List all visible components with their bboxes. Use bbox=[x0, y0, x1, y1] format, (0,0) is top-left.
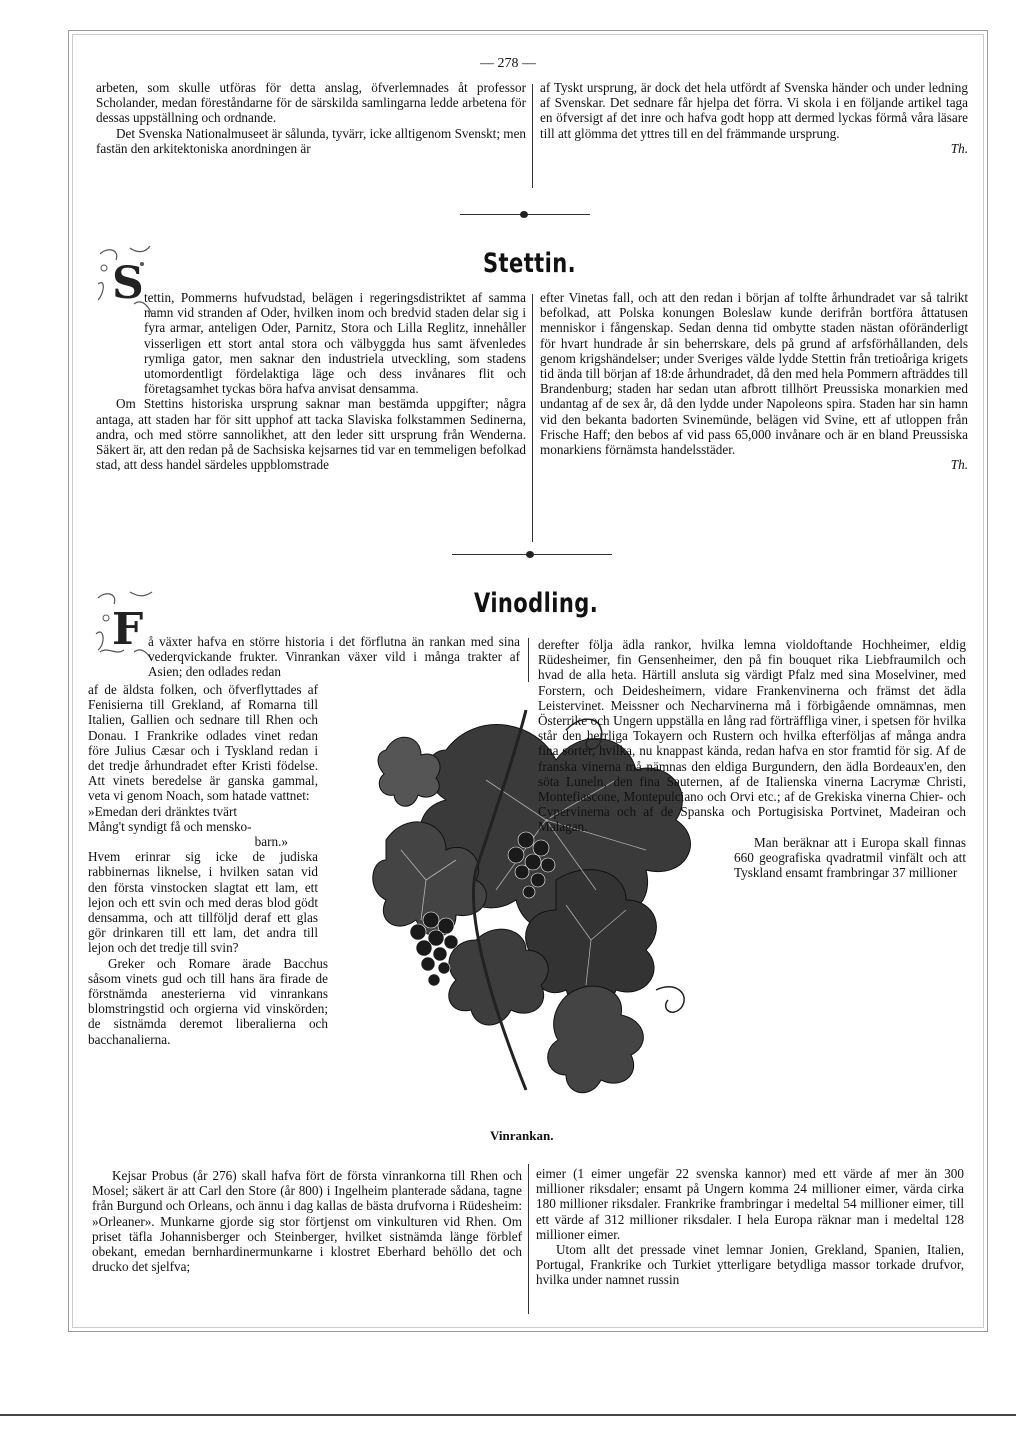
stettin-right-column bbox=[540, 290, 968, 472]
top-signature: Th. bbox=[950, 140, 968, 156]
vinodling-bottom-right-paragraph-1: eimer (1 eimer ungefär 22 svenska kannor) med ett värde af mer än 300 millioner riksdaler; ensamt på Ungern komma 24 millioner eimer, värda cirka 180 millioner riksdaler. Frankrike frambringar i medeltal 54 millioner eimer, till ett värde af 312 millioner riksdaler. I hela Europa räknar man i medeltal 128 millioner eimer. bbox=[536, 1166, 964, 1242]
column-rule bbox=[532, 294, 533, 542]
vinodling-left-paragraph-3: Greker och Romare ärade Bacchus såsom vinets gud och till hans ära firade de förstnämda anesterierna vid vinrankans blomstringstid och orgierna vid vinskörden; de sistnämda deremot liberalierna och bacchanalierna. bbox=[88, 955, 328, 1047]
vinodling-intro bbox=[96, 634, 520, 680]
section-divider bbox=[452, 550, 612, 560]
section-divider bbox=[460, 210, 590, 220]
vinodling-right-paragraph-1: derefter följa ädla rankor, hvilka lemna violdoftande Hochheimer, eldig Rüdesheimer, fin Gensenheimer, den på fin bouquet rika Liebfraumilch och hvad de alla heta. Härtill ansluta sig värdigt Pfalz med sina Moselviner, med Forstern, och Deidesheimern, vidare Frankenvinerna och främst det ädla Leistervinet. Meissner och Necharvinerna må i förbigående omnämnas, men Österrike och Ungern uppställa en lång rad förträffliga viner, i spetsen för hvilka står den herrliga Tokayern och Rustern och hvilka efterföljas af många andra fina sorter, hvilka, nu knappast kända, redan hafva en stor framtid för sig. Af de franska vinerna må nämnas den eldiga Burgundern, den ädla Bordeaux'en, den söta Luneln, den fina Sauternen, af de Italienska vinerna Lacrymæ Christi, Montefiascone, Montepulciano och Orvi etc.; af de Grekiska vinerna Chier- och Cypervinerna och af de Spanska och Portugisiska Portvinet, Madeiran och Malagan. bbox=[538, 637, 966, 835]
bottom-rule bbox=[0, 1414, 1016, 1416]
stettin-title: Stettin. bbox=[483, 248, 576, 279]
vinodling-left-paragraph-1: af de äldsta folken, och öfverflyttades af Fenisierna till Grekland, af Romarna till Italien, Gallien och sednare till Rhen och Donau. I Frankrike odlades vinet redan före Julius Cæsar och i Tyskland redan i det tredje århundradet efter Kristi födelse. Att vinets beredelse är ganska gammal, veta vi genom Noach, som hatade vattnet: bbox=[88, 682, 318, 804]
stettin-signature: Th. bbox=[950, 457, 968, 473]
vinodling-right-column bbox=[538, 637, 966, 881]
column-rule bbox=[528, 638, 529, 682]
vinodling-bottom-left bbox=[92, 1168, 522, 1274]
figure-caption: Vinrankan. bbox=[490, 1128, 554, 1143]
vinodling-bottom-right-paragraph-2: Utom allt det pressade vinet lemnar Jonien, Grekland, Spanien, Italien, Portugal, Frankrike och Turkiet ytterligare betydliga massor torkade drufvor, hvilka under namnet russin bbox=[536, 1242, 964, 1288]
page-number: — 278 — bbox=[480, 56, 536, 71]
top-right-column bbox=[540, 80, 968, 156]
quote-line-2: Mång't syndigt få och mensko- bbox=[88, 818, 252, 834]
vinodling-bottom-right bbox=[536, 1166, 964, 1288]
stettin-paragraph-3: efter Vinetas fall, och att den redan i början af tolfte århundradet var så talrikt befolkad, att Polska konungen Boleslaw kunde derifrån bortföra åttatusen menniskor i fångenskap. Sedan denna tid ombytte staden nästan oföränderligt för hvart hundrade år sin beherrskare, dels på grund af arfsförhållanden, dels genom krigshändelser; under Sveriges välde lydde Stettin från tretioåriga krigets tid ända till början af 18:de århundradet, då den med hela Pommern afträddes till Brandenburg; staden har sedan utan afbrott tillhört Preussiska monarkien med undantag af de sex år, då den lydde under Napoleons spira. Staden har sin hamn vid den bekanta badorten Svinemünde, belägen vid Svine, ett af utloppen från Frische Haff; den bebos af vid pass 65,000 invånare och är en bland Preussiska monarkiens förnämsta handelsstäder. bbox=[540, 290, 968, 458]
vinodling-right-paragraph-2: Man beräknar att i Europa skall finnas 660 geografiska qvadratmil vinfält och att Tyskland ensamt frambringar 37 millioner bbox=[734, 834, 966, 881]
top-right-paragraph-1: af Tyskt ursprung, är dock det hela utfördt af Svenska händer och under ledning af Svenskar. Det sednare får hjelpa det förra. Vi skola i en följande artikel taga en öfversigt af det inre och hafva godt hopp att dermed lyckas förmå våra läsare till att glömma det yttres till en del främmande ursprung. bbox=[540, 80, 968, 141]
stettin-left-column bbox=[96, 290, 526, 472]
vinodling-intro-paragraph: å växter hafva en större historia i det förflutna än rankan med sina vederqvickande frukter. Vinrankan växer vild i många trakter af Asien; den odlades redan bbox=[148, 634, 520, 680]
vinodling-left-column bbox=[88, 682, 328, 1047]
vinodling-bottom-left-paragraph: Kejsar Probus (år 276) skall hafva fört de första vinrankorna till Rhen och Mosel; säkert är att Carl den Store (år 800) i Ingelheim planterade sådana, tagne från Burgund och Orleans, och ännu i dag kallas de bästa drufvorna i Rüdesheim: »Orleaner». Munkarne gjorde sig stor förtjenst om vinkulturen vid Rhen. Om priset täfla Johannisberger och Steinberger, hvilket sistnämda länge förblef obekant, emedan bernhardinermunkarne i klostret Eberhard behöllo det och drucko det sjelfva; bbox=[92, 1168, 522, 1275]
stettin-paragraph-2: Om Stettins historiska ursprung saknar man bestämda uppgifter; några antaga, att staden har för sitt upphof att tacka Slaviska folkstammen Sedinerna, andra, och med större sannolikhet, att den leder sitt ursprung från Wenderna. Säkert är, att den redan på de Sachsiska kejsarnes tid var en temmeligen befolkad stad, att dess handel särdeles uppblomstrade bbox=[96, 396, 526, 473]
vinodling-left-paragraph-2: Hvem erinrar sig icke de judiska rabbinernas liknelse, i hvilken satan vid den första vinstocken slagtat ett lam, ett lejon och ett svin och med deras blod gödt densamma, och att tillföljd deraf ett glas gör drinkaren till ett lam, det andra till lejon och det tredje till svin? bbox=[88, 849, 318, 956]
column-rule bbox=[532, 84, 533, 188]
quote-line-3: barn.» bbox=[254, 834, 288, 850]
initial-letter: S bbox=[112, 258, 144, 309]
column-rule bbox=[528, 1164, 529, 1314]
top-left-paragraph-1: arbeten, som skulle utföras för detta anslag, öfverlemnades åt professor Scholander, medan föreståndarne för de särskilda samlingarna ledde arbetena för dessas uppställning och ordnande. bbox=[96, 80, 526, 126]
initial-letter: F bbox=[112, 604, 144, 655]
stettin-paragraph-1: tettin, Pommerns hufvudstad, belägen i regeringsdistriktet af samma namn vid stranden af Oder, hvilken inom och bredvid staden delar sig i fyra armar, anteligen Oder, Parnitz, Stora och Lilla Reglitz, innehåller visserligen ett stort antal stora och välbyggda hus samt äfvenledes rymliga gator, men saknar den industriela utveckling, som stadens utomordentligt fördelaktiga läge och dess invånares flit och företagsamhet tyckas böra hafva anvisat densamma. bbox=[144, 290, 526, 397]
top-left-column bbox=[96, 80, 526, 156]
top-left-paragraph-2: Det Svenska Nationalmuseet är sålunda, tyvärr, icke alltigenom Svenskt; men fastän den arkitektoniska anordningen är bbox=[96, 125, 527, 156]
quote-line-1: »Emedan deri dränktes tvärt bbox=[88, 803, 238, 819]
vinodling-title: Vinodling. bbox=[474, 588, 599, 619]
